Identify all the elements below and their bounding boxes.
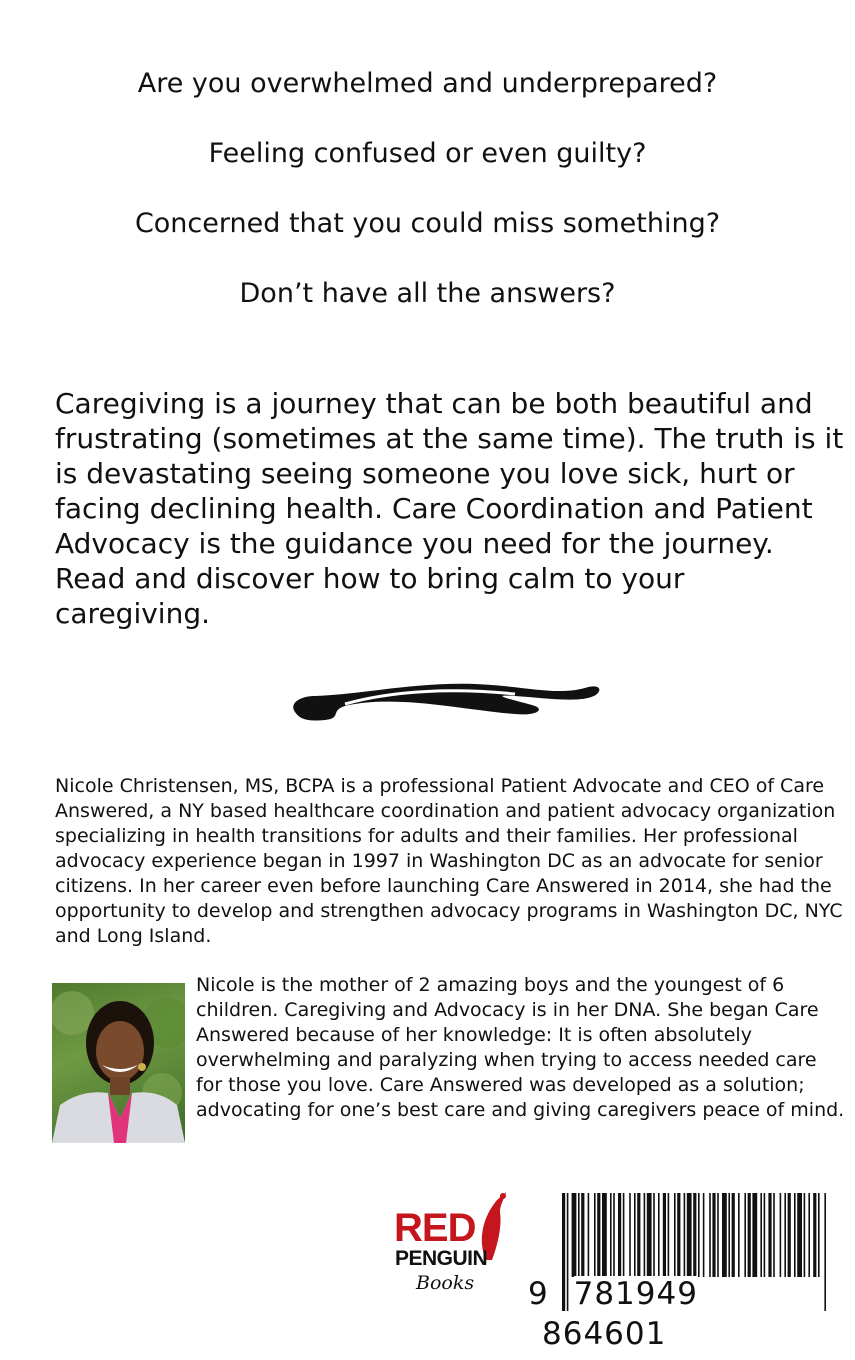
author-photo xyxy=(52,983,185,1143)
isbn-group-1: 781949 xyxy=(573,1276,698,1312)
question: Feeling confused or even guilty? xyxy=(208,138,647,169)
publisher-logo xyxy=(390,1190,515,1305)
author-bio-paragraph: Nicole is the mother of 2 amazing boys and the youngest of 6 children. Caregiving and Advocacy is in her DNA. She began Care Answered because of her knowledge: It is often absolutely overwhelming and paralyzing when trying to access needed care for those you love. Care Answered was developed as a solution; advocating for one’s best care and giving caregivers peace of mind. xyxy=(196,974,845,1121)
publisher-name-books: Books xyxy=(416,1272,475,1294)
question: Concerned that you could miss something? xyxy=(134,208,721,239)
question: Are you overwhelmed and underprepared? xyxy=(137,68,718,99)
book-blurb: Caregiving is a journey that can be both beautiful and frustrating (sometimes at the same time). The truth is it is devastating seeing someone you love sick, hurt or facing declining health. Care Coordination and Patient Advocacy is the guidance you need for the journey. Read and discover how to bring calm to your caregiving. xyxy=(55,387,844,630)
isbn-group-2: 864601 xyxy=(542,1316,667,1352)
flourish-divider xyxy=(285,678,605,728)
isbn-lead-digit: 9 xyxy=(528,1276,549,1312)
isbn-number xyxy=(528,1274,828,1352)
publisher-name-red: RED xyxy=(394,1206,476,1250)
author-bio-paragraph: Nicole Christensen, MS, BCPA is a professional Patient Advocate and CEO of Care Answered, a NY based healthcare coordination and patient advocacy organization specializing in health transitions for adults and their families. Her professional advocacy experience began in 1997 in Washington DC as an advocate for senior citizens. In her career even before launching Care Answered in 2014, she had the opportunity to develop and strengthen advocacy programs in Washington DC, NYC and Long Island. xyxy=(55,775,843,947)
question: Don’t have all the answers? xyxy=(239,278,616,309)
questions xyxy=(0,66,855,346)
publisher-name-penguin: PENGUIN xyxy=(395,1247,488,1270)
